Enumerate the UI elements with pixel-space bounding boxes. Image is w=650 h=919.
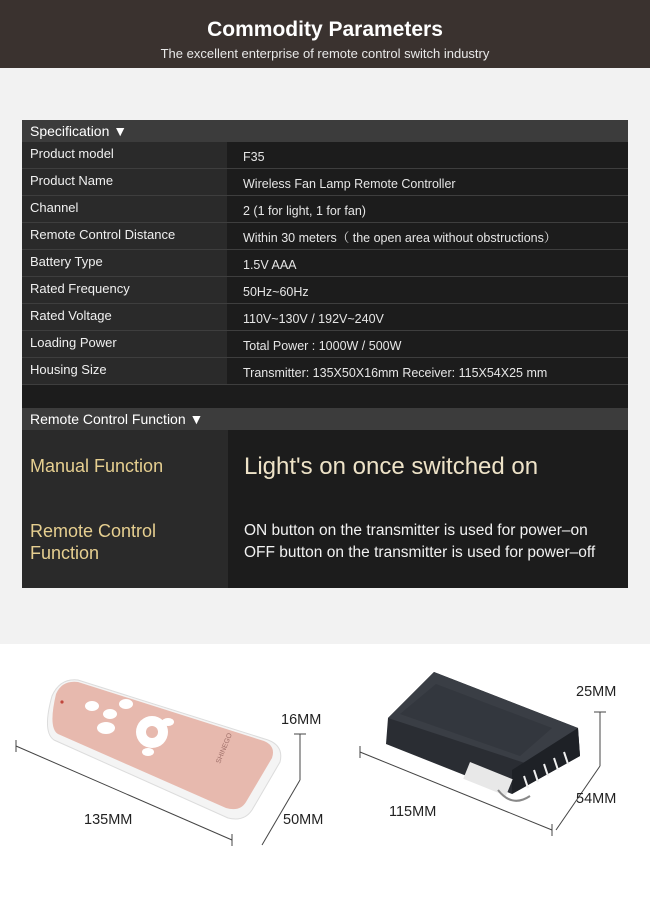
spec-value: Within 30 meters（ the open area without obstructions） [243, 231, 557, 245]
manual-function-label: Manual Function [30, 456, 164, 476]
receiver-image [386, 672, 580, 801]
function-heading [22, 408, 628, 430]
spec-key: Channel [22, 196, 227, 222]
spec-value: Transmitter: 135X50X16mm Receiver: 115X54X25 mm [243, 366, 548, 380]
spec-key: Remote Control Distance [22, 223, 227, 249]
spec-key: Housing Size [22, 358, 227, 384]
spec-row [22, 169, 628, 196]
manual-function-value: Light's on once switched on [244, 453, 539, 480]
transmitter-height-label: 16MM [281, 712, 322, 728]
specification-heading [22, 120, 628, 142]
spec-row [22, 223, 628, 250]
spec-value: F35 [243, 150, 265, 164]
transmitter-width-label: 50MM [283, 812, 324, 828]
product-illustrations [0, 644, 650, 919]
remote-function-value [244, 520, 595, 564]
specification-heading-label: Specification ▼ [30, 123, 128, 139]
function-panel [22, 390, 628, 588]
svg-text:SHINEGO: SHINEGO [215, 732, 234, 765]
spec-key: Loading Power [22, 331, 227, 357]
spec-row [22, 331, 628, 358]
remote-function-line-off: OFF button on the transmitter is used for power–off [244, 544, 596, 561]
spec-value: 110V~130V / 192V~240V [243, 312, 384, 326]
header-title: Commodity Parameters [207, 18, 443, 41]
spec-key: Rated Voltage [22, 304, 227, 330]
spec-value: 50Hz~60Hz [243, 285, 309, 299]
spec-value: 2 (1 for light, 1 for fan) [243, 204, 366, 218]
remote-function-line-on: ON button on the transmitter is used for power–on [244, 522, 588, 539]
spec-value: 1.5V AAA [243, 258, 297, 272]
spec-row [22, 250, 628, 277]
remote-transmitter-image [47, 680, 280, 819]
spec-key: Rated Frequency [22, 277, 227, 303]
page-header [0, 0, 650, 68]
transmitter-length-label: 135MM [84, 812, 133, 828]
spec-key: Battery Type [22, 250, 227, 276]
spec-row [22, 196, 628, 223]
receiver-width-label: 54MM [576, 791, 617, 807]
spec-value: Wireless Fan Lamp Remote Controller [243, 177, 456, 191]
remote-function-label: Remote Control Function [30, 521, 157, 563]
receiver-length-label: 115MM [389, 804, 437, 820]
spacer-row [22, 390, 628, 408]
spec-row [22, 277, 628, 304]
spec-key: Product Name [22, 169, 227, 195]
spec-row [22, 142, 628, 169]
spec-key: Product model [22, 142, 227, 168]
header-subtitle: The excellent enterprise of remote control switch industry [160, 46, 490, 61]
spec-row [22, 304, 628, 331]
receiver-height-label: 25MM [576, 684, 617, 700]
spec-value: Total Power : 1000W / 500W [243, 339, 402, 353]
function-key-column [22, 430, 228, 588]
spec-row [22, 358, 628, 385]
specification-table [22, 120, 628, 390]
product-dimensions-panel [0, 644, 650, 919]
function-heading-label: Remote Control Function ▼ [30, 411, 204, 427]
